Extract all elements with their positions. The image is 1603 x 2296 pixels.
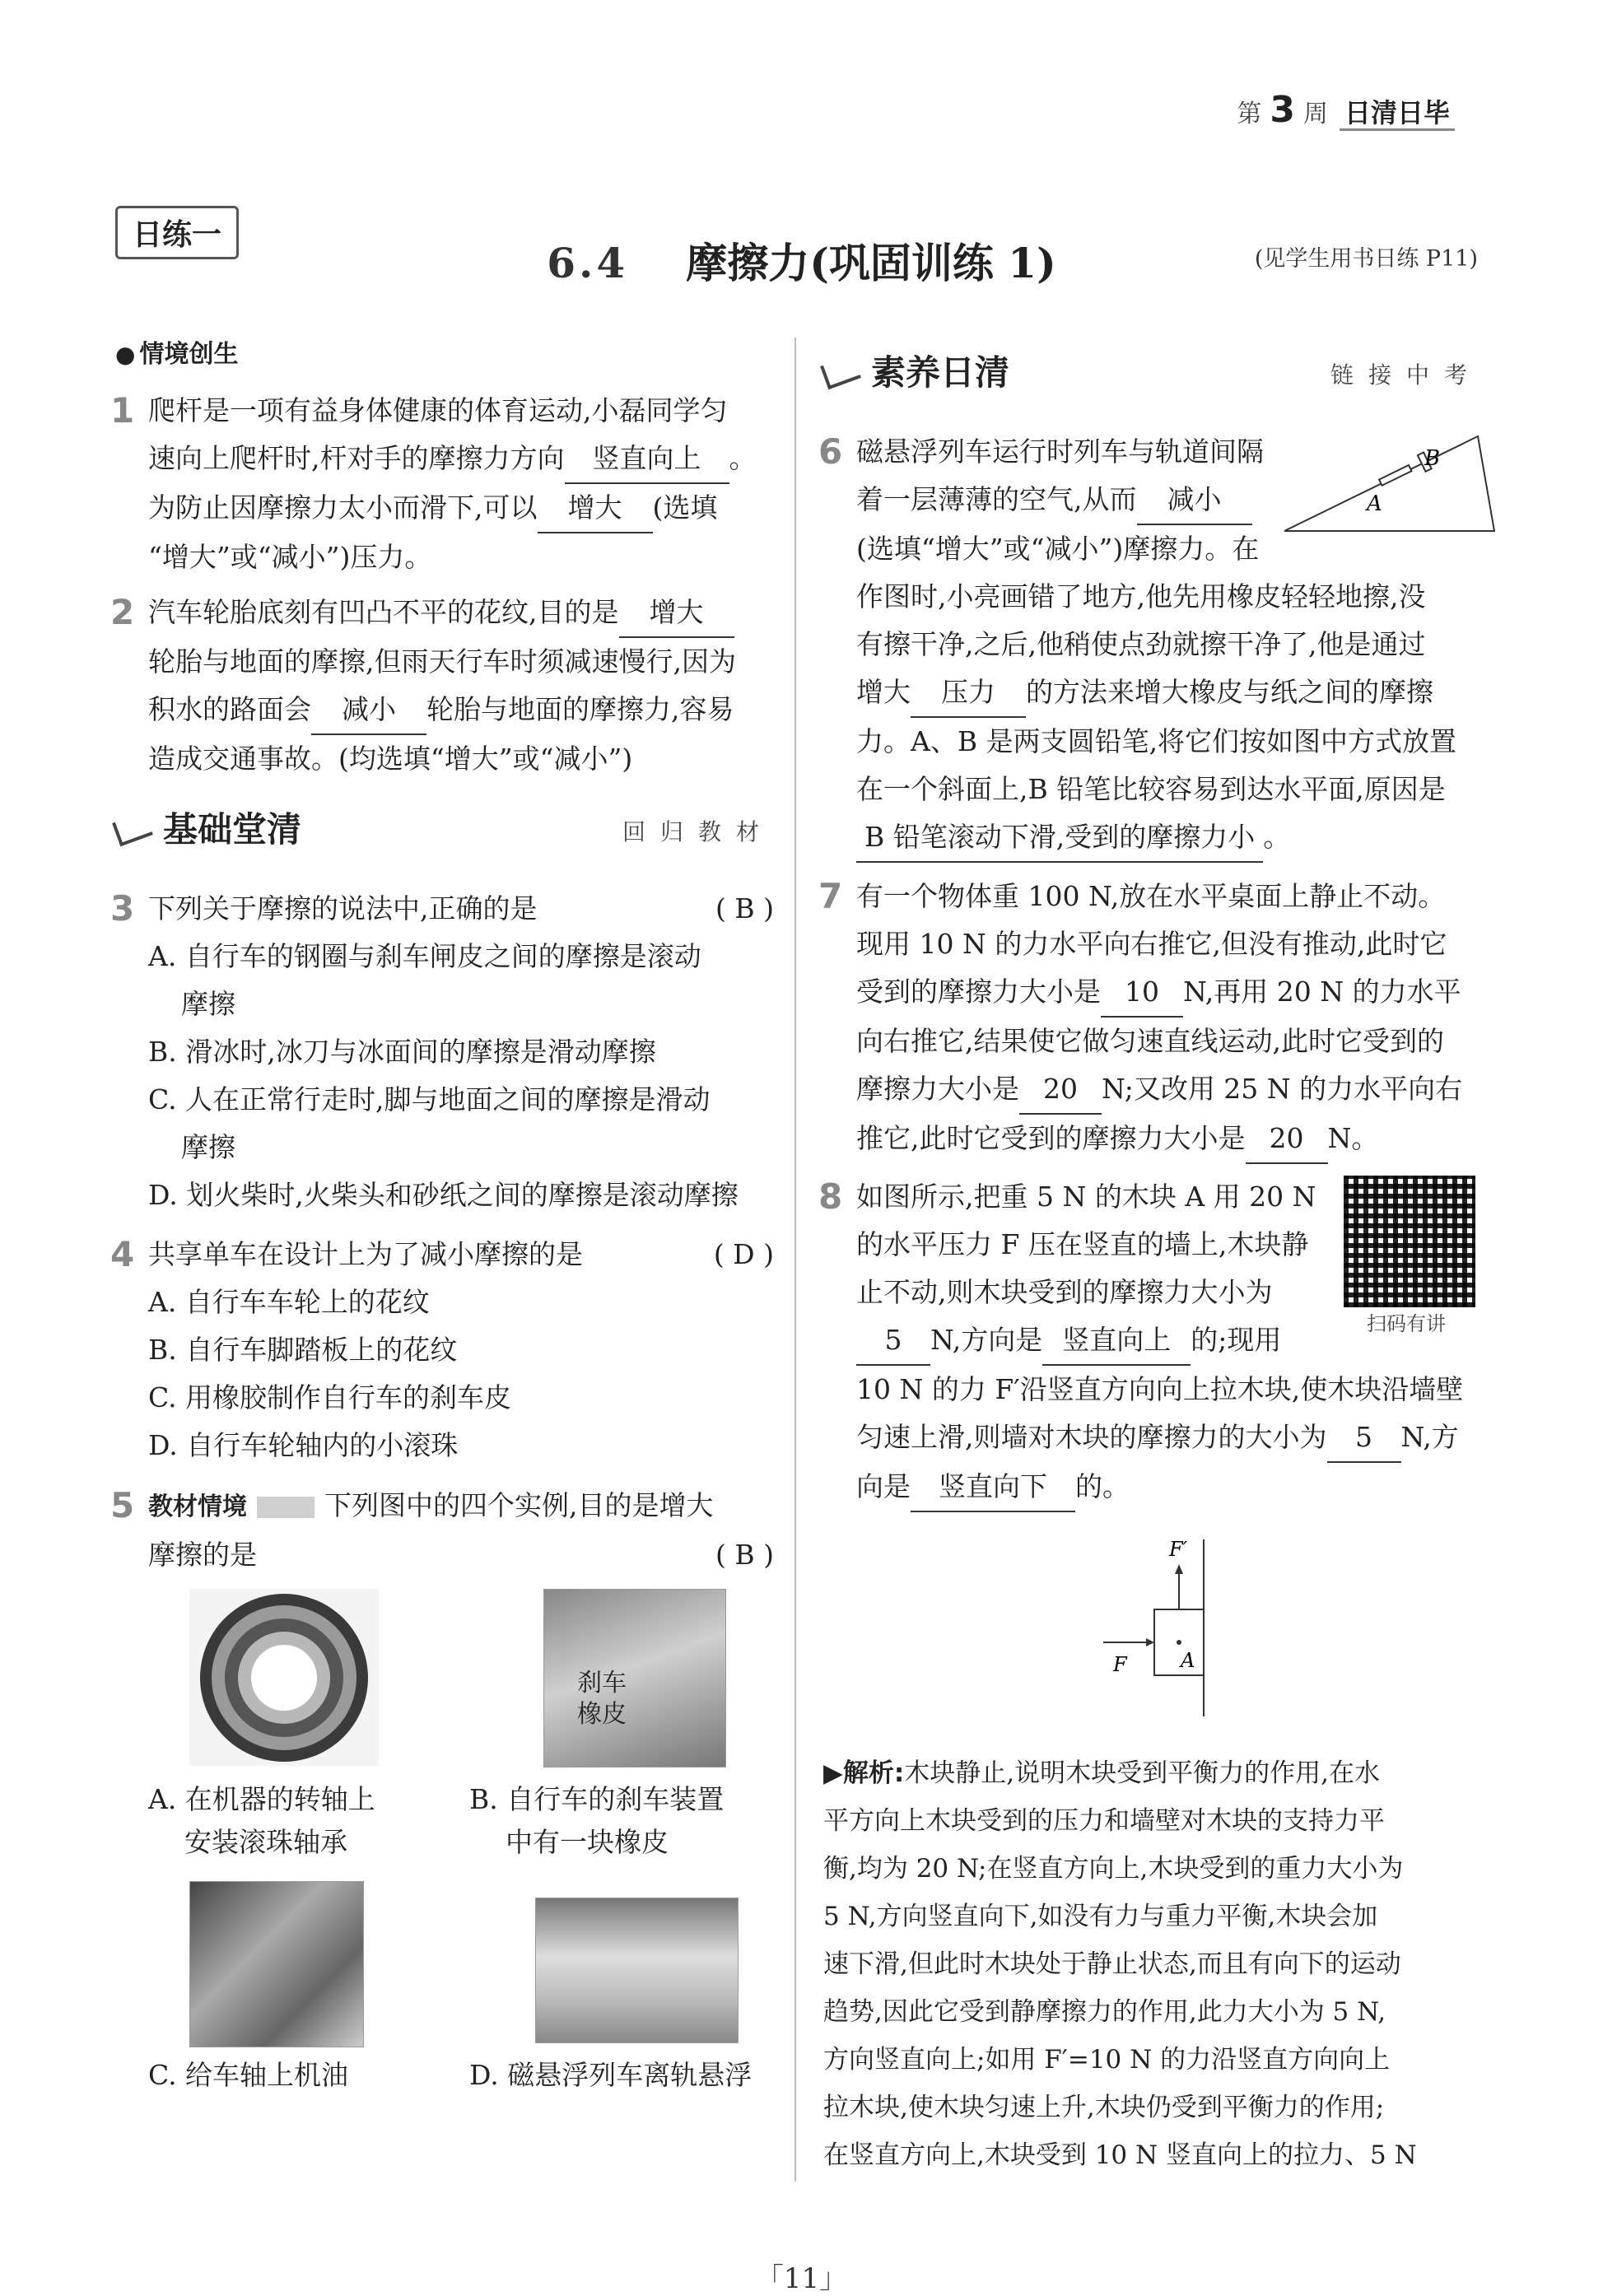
text: “增大”或“减小”)压力。 xyxy=(148,541,432,573)
text: 轮胎与地面的摩擦力,容易 xyxy=(426,693,734,725)
caption-a xyxy=(148,1778,375,1864)
week-prefix: 第 xyxy=(1237,100,1262,128)
text: (选填 xyxy=(652,491,718,524)
question-number: 3 xyxy=(110,888,135,929)
block-a-label: A xyxy=(1181,1649,1195,1672)
text: 共享单车在设计上为了减小摩擦的是 xyxy=(148,1238,583,1270)
text: 汽车轮胎底刻有凹凸不平的花纹,目的是 xyxy=(148,596,619,628)
question-number: 4 xyxy=(110,1234,135,1274)
text: 。 xyxy=(729,442,757,474)
incline-pencils-figure xyxy=(1284,428,1498,535)
text: 爬杆是一项有益身体健康的体育运动,小磊同学匀 xyxy=(148,394,728,426)
text: 现用 10 N 的力水平向右推它,但没有推动,此时它 xyxy=(856,928,1447,960)
text: 造成交通事故。(均选填“增大”或“减小”) xyxy=(148,743,633,775)
text: 轮胎与地面的摩擦,但雨天行车时须减速慢行,因为 xyxy=(148,645,736,678)
section-tag: 回归教材 xyxy=(622,818,774,845)
option-c-cont: 摩擦 xyxy=(181,1131,235,1163)
text: 摩擦力大小是 xyxy=(856,1073,1019,1105)
page-number: 「11」 xyxy=(755,2262,848,2295)
answer-blank: 竖直向下 xyxy=(911,1463,1075,1512)
answer-blank: 10 xyxy=(1101,968,1183,1018)
answer-choice: ( D ) xyxy=(713,1238,774,1270)
answer-blank: 5 xyxy=(1327,1413,1401,1463)
answer-choice: ( B ) xyxy=(715,892,774,924)
option-c: C. 人在正常行走时,脚与地面之间的摩擦是滑动 xyxy=(148,1083,711,1115)
oiling-axle-image xyxy=(189,1881,364,2047)
text: 向是 xyxy=(856,1470,911,1502)
analysis-line: 衡,均为 20 N;在竖直方向上,木块受到的重力大小为 xyxy=(823,1854,1404,1884)
analysis-line: 木块静止,说明木块受到平衡力的作用,在水 xyxy=(904,1758,1380,1788)
text: 止不动,则木块受到的摩擦力大小为 xyxy=(856,1276,1273,1308)
question-number: 2 xyxy=(110,592,135,632)
text: 摩擦的是 xyxy=(148,1539,257,1571)
book-reference: (见学生用书日练 P11) xyxy=(1254,246,1478,272)
option-a-cont: 安装滚珠轴承 xyxy=(184,1826,347,1858)
text: 10 N 的力 F′沿竖直方向向上拉木块,使木块沿墙壁 xyxy=(856,1373,1464,1405)
text: 为防止因摩擦力太小而滑下,可以 xyxy=(148,491,538,524)
section-literacy xyxy=(823,346,1482,395)
question-1 xyxy=(110,387,774,581)
ball-bearing-image xyxy=(189,1589,379,1766)
text: 的;现用 xyxy=(1191,1324,1282,1356)
lightbulb-icon: ● xyxy=(115,341,136,368)
book-icon xyxy=(257,1497,315,1518)
question-number: 1 xyxy=(110,390,135,431)
week-suffix: 周 xyxy=(1302,100,1328,128)
option-d: D. 自行车轮轴内的小滚珠 xyxy=(148,1429,459,1461)
section-tag: 链接中考 xyxy=(1330,361,1482,389)
answer-blank: 20 xyxy=(1019,1065,1102,1115)
option-b: B. 自行车的刹车装置 xyxy=(469,1783,725,1815)
question-number: 5 xyxy=(110,1485,135,1525)
answer-blank: 增大 xyxy=(619,589,734,638)
text: 力。A、B 是两支圆铅笔,将它们按如图中方式放置 xyxy=(856,725,1457,757)
analysis xyxy=(823,1749,1482,2179)
question-3 xyxy=(110,885,774,1219)
page-number-value: 11 xyxy=(783,2262,820,2295)
answer-blank: 竖直向上 xyxy=(565,435,729,484)
header-tag: 日清日毕 xyxy=(1340,97,1455,131)
force-f-label: F xyxy=(1113,1653,1127,1676)
pencil-b-label: B xyxy=(1424,446,1441,471)
analysis-line: 拉木块,使木块匀速上升,木块仍受到平衡力的作用; xyxy=(823,2093,1385,2122)
option-d: D. 磁悬浮列车离轨悬浮 xyxy=(469,2059,753,2091)
text: 增大 xyxy=(856,676,911,708)
analysis-line: 方向竖直向上;如用 F′=10 N 的力沿竖直方向向上 xyxy=(823,2045,1391,2075)
question-number: 7 xyxy=(818,876,843,916)
caption-b xyxy=(469,1778,724,1864)
text: 速向上爬杆时,杆对手的摩擦力方向 xyxy=(148,442,565,474)
text: 下列关于摩擦的说法中,正确的是 xyxy=(148,892,538,924)
text: 有一个物体重 100 N,放在水平桌面上静止不动。 xyxy=(856,880,1446,912)
option-a-cont: 摩擦 xyxy=(181,988,235,1020)
answer-blank: 压力 xyxy=(911,668,1026,718)
text: 受到的摩擦力大小是 xyxy=(856,976,1101,1008)
analysis-line: 5 N,方向竖直向下,如没有力与重力平衡,木块会加 xyxy=(823,1902,1378,1931)
option-b: B. 自行车脚踏板上的花纹 xyxy=(148,1334,458,1366)
text: N。 xyxy=(1327,1122,1379,1154)
section-heading: 素养日清 xyxy=(871,352,1010,393)
option-a: A. 自行车车轮上的花纹 xyxy=(148,1286,430,1318)
text: (选填“增大”或“减小”)摩擦力。在 xyxy=(856,533,1260,565)
answer-choice: ( B ) xyxy=(715,1539,774,1571)
text: N,方向是 xyxy=(930,1324,1043,1356)
section-basic xyxy=(115,803,774,852)
section-situation xyxy=(115,333,774,370)
text: 推它,此时它受到的摩擦力大小是 xyxy=(856,1122,1246,1154)
column-divider xyxy=(795,338,796,2182)
option-a: A. 自行车的钢圈与刹车闸皮之间的摩擦是滚动 xyxy=(148,940,701,972)
section-number: 6.4 xyxy=(547,239,629,287)
question-7 xyxy=(818,873,1482,1164)
section-title: 摩擦力(巩固训练 1) xyxy=(686,239,1056,287)
text: 如图所示,把重 5 N 的木块 A 用 20 N xyxy=(856,1181,1316,1213)
text: 积水的路面会 xyxy=(148,693,311,725)
question-2 xyxy=(110,589,774,783)
check-icon xyxy=(820,355,861,390)
answer-blank: 5 xyxy=(856,1316,930,1366)
brake-image xyxy=(543,1589,726,1767)
analysis-line: 在竖直方向上,木块受到 10 N 竖直向上的拉力、5 N xyxy=(823,2140,1417,2170)
qr-label: 扫码有讲 xyxy=(1367,1312,1446,1335)
check-icon xyxy=(112,812,153,847)
brake-label: 刹车 xyxy=(577,1669,627,1698)
text: N,再用 20 N 的力水平 xyxy=(1183,976,1461,1008)
daily-badge: 日练一 xyxy=(115,206,239,259)
answer-blank: B 铅笔滚动下滑,受到的摩擦力小 xyxy=(856,813,1263,863)
pencil-a-label: A xyxy=(1367,491,1382,516)
text: 的方法来增大橡皮与纸之间的摩擦 xyxy=(1026,676,1433,708)
option-a: A. 在机器的转轴上 xyxy=(148,1783,375,1815)
text: N,方 xyxy=(1400,1421,1459,1453)
text: 有擦干净,之后,他稍使点劲就擦干净了,他是通过 xyxy=(856,628,1426,660)
rubber-label: 橡皮 xyxy=(577,1700,627,1729)
answer-blank: 减小 xyxy=(311,686,426,735)
text: 作图时,小亮画错了地方,他先用橡皮轻轻地擦,没 xyxy=(856,580,1426,612)
answer-blank: 增大 xyxy=(538,484,653,533)
answer-blank: 减小 xyxy=(1137,476,1252,525)
question-number: 8 xyxy=(818,1176,843,1217)
text: 着一层薄薄的空气,从而 xyxy=(856,483,1137,515)
analysis-line: 趋势,因此它受到静摩擦力的作用,此力大小为 5 N, xyxy=(823,1997,1386,2027)
week-number: 3 xyxy=(1270,89,1295,131)
text: 的水平压力 F 压在竖直的墙上,木块静 xyxy=(856,1228,1309,1260)
option-c: C. 给车轴上机油 xyxy=(148,2059,349,2091)
question-number: 6 xyxy=(818,431,843,472)
question-4 xyxy=(110,1231,774,1469)
text: N;又改用 25 N 的力水平向右 xyxy=(1102,1073,1463,1105)
analysis-line: 速下滑,但此时木块处于静止状态,而且有向下的运动 xyxy=(823,1949,1401,1979)
text: 下列图中的四个实例,目的是增大 xyxy=(324,1489,714,1521)
qr-code[interactable] xyxy=(1344,1176,1475,1307)
force-fprime-label: F′ xyxy=(1169,1538,1188,1561)
force-diagram xyxy=(1095,1531,1227,1721)
text: 的。 xyxy=(1075,1470,1130,1502)
question-5 xyxy=(110,1482,774,1579)
week-header xyxy=(1237,89,1455,131)
option-b-cont: 中有一块橡皮 xyxy=(506,1826,669,1858)
option-c: C. 用橡胶制作自行车的刹车皮 xyxy=(148,1381,512,1413)
section-heading: 情境创生 xyxy=(139,340,239,369)
text: 向右推它,结果使它做匀速直线运动,此时它受到的 xyxy=(856,1025,1444,1057)
context-label: 教材情境 xyxy=(148,1493,247,1521)
text: 在一个斜面上,B 铅笔比较容易到达水平面,原因是 xyxy=(856,773,1446,805)
answer-blank: 20 xyxy=(1246,1115,1328,1164)
section-heading: 基础堂清 xyxy=(163,809,302,850)
answer-blank: 竖直向上 xyxy=(1042,1316,1191,1366)
analysis-line: 平方向上木块受到的压力和墙壁对木块的支持力平 xyxy=(823,1806,1385,1836)
option-b: B. 滑冰时,冰刀与冰面间的摩擦是滑动摩擦 xyxy=(148,1036,656,1068)
option-d: D. 划火柴时,火柴头和砂纸之间的摩擦是滚动摩擦 xyxy=(148,1179,739,1211)
text: 磁悬浮列车运行时列车与轨道间隔 xyxy=(856,435,1264,468)
arrow-icon: ▶ xyxy=(823,1758,843,1788)
text: 匀速上滑,则墙对木块的摩擦力的大小为 xyxy=(856,1421,1327,1453)
analysis-label: 解析: xyxy=(842,1758,905,1788)
maglev-train-image xyxy=(535,1898,739,2043)
text: 。 xyxy=(1263,821,1291,853)
